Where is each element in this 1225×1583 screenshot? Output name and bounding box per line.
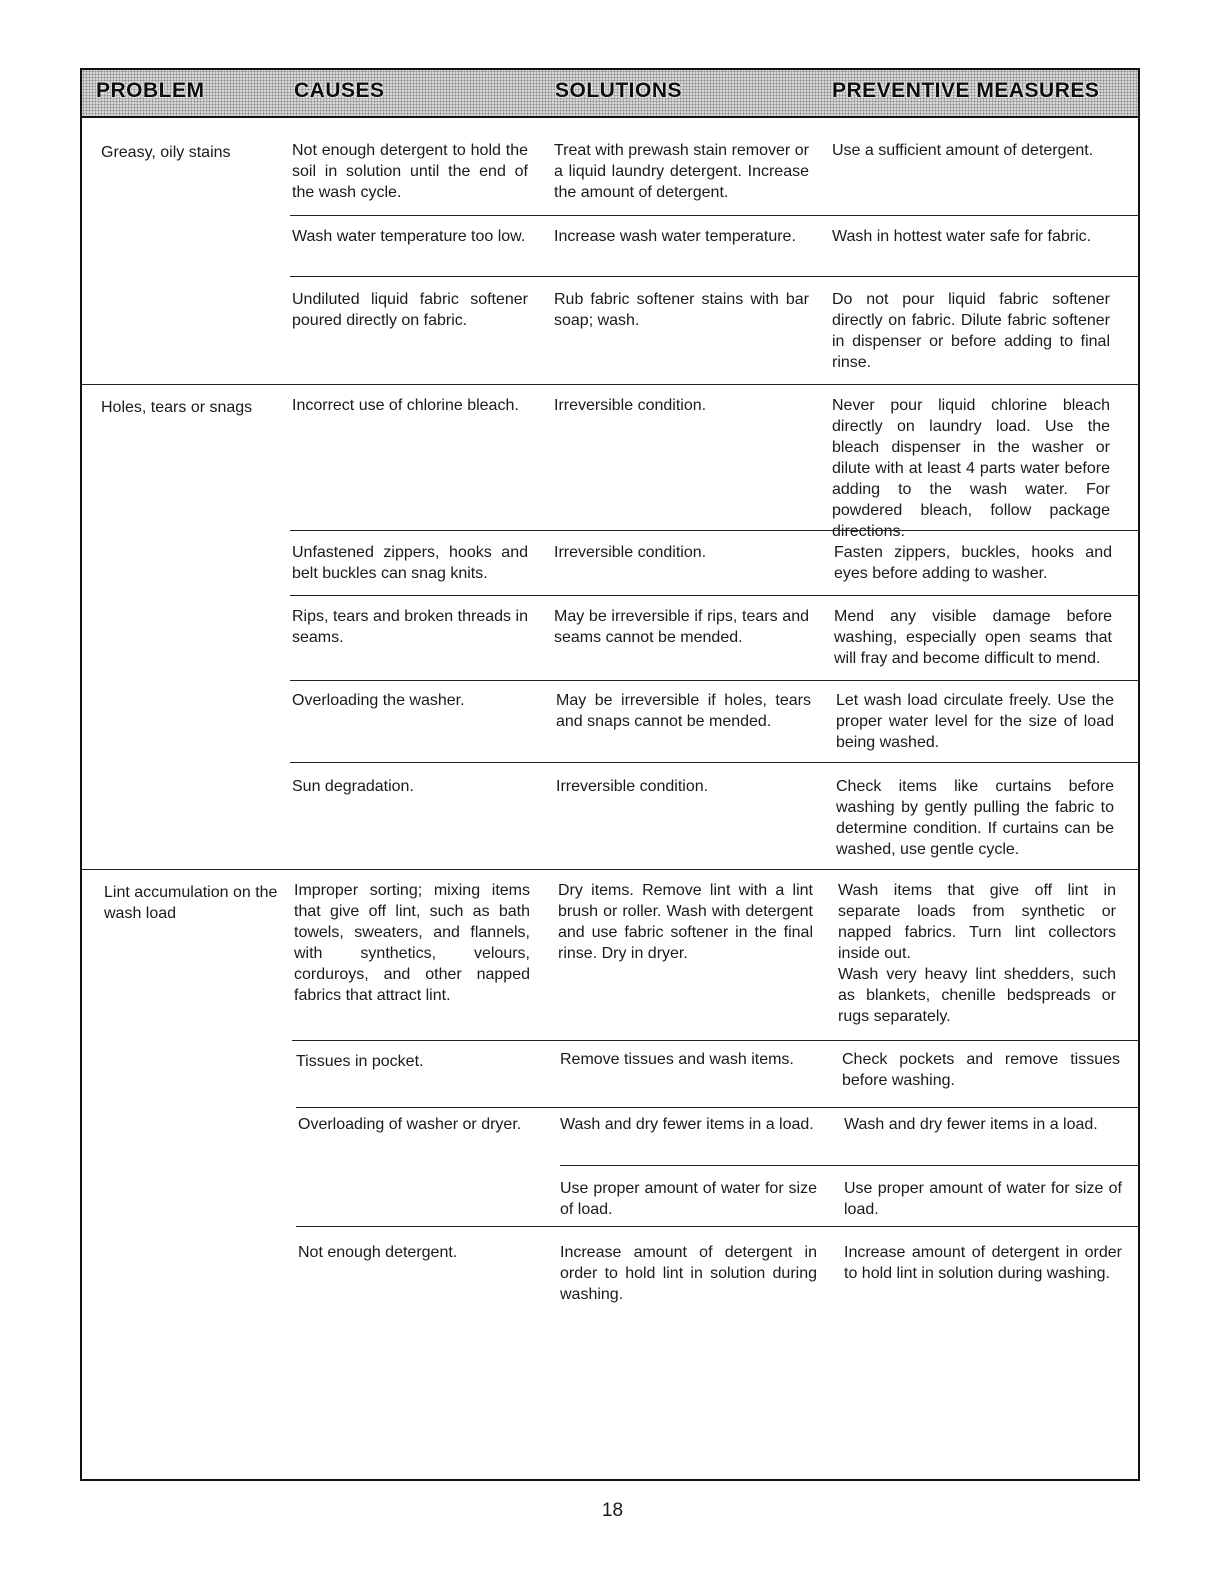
- prevention-cell: Fasten zippers, buckles, hooks and eyes before adding to washer.: [834, 544, 1112, 582]
- prevention-cell: Increase amount of detergent in order to hold lint in solution during washing.: [844, 1244, 1122, 1282]
- prevention-cell: Wash in hottest water safe for fabric.: [832, 228, 1092, 245]
- prevention-cell: Use proper amount of water for size of load.: [844, 1180, 1122, 1218]
- solution-cell: Rub fabric softener stains with bar soap; wash.: [554, 291, 809, 329]
- header-solutions: SOLUTIONS: [555, 79, 683, 102]
- solution-cell: Use proper amount of water for size of load.: [560, 1180, 817, 1218]
- header-problem: PROBLEM: [96, 79, 205, 102]
- prevention-cell: Do not pour liquid fabric softener directly on fabric. Dilute fabric softener in dispenser or before adding to final rinse.: [832, 291, 1110, 371]
- table-header: [82, 70, 1138, 118]
- cause-cell: Overloading the washer.: [292, 692, 465, 709]
- solution-cell: Irreversible condition.: [556, 778, 709, 795]
- solution-cell: Irreversible condition.: [554, 397, 707, 414]
- cause-cell: Tissues in pocket.: [296, 1053, 424, 1070]
- problem-label: Greasy, oily stains: [101, 144, 231, 161]
- row-divider: [290, 680, 1140, 681]
- prevention-cell: Use a sufficient amount of detergent.: [832, 142, 1094, 159]
- cause-cell: Overloading of washer or dryer.: [298, 1116, 522, 1133]
- row-divider: [290, 215, 1140, 216]
- solution-cell: Remove tissues and wash items.: [560, 1051, 794, 1068]
- row-divider: [290, 530, 1140, 531]
- solution-cell: May be irreversible if holes, tears and snaps cannot be mended.: [556, 692, 811, 730]
- troubleshooting-table: [80, 68, 1140, 1481]
- prevention-cell: Wash and dry fewer items in a load.: [844, 1116, 1098, 1133]
- prevention-cell: Never pour liquid chlorine bleach directly on laundry load. Use the bleach dispenser in the washer or dilute with at least 4 parts water before adding to the wash water. For powdered bleach, follow package directions.: [832, 397, 1110, 540]
- solution-cell: Wash and dry fewer items in a load.: [560, 1116, 814, 1133]
- solution-cell: Treat with prewash stain remover or a liquid laundry detergent. Increase the amount of detergent.: [554, 142, 809, 201]
- solution-cell: Increase amount of detergent in order to hold lint in solution during washing.: [560, 1244, 817, 1303]
- page-number: 18: [601, 1500, 624, 1521]
- header-causes: CAUSES: [294, 79, 385, 102]
- prevention-cell: Wash items that give off lint in separate loads from synthetic or napped fabrics. Turn lint collectors inside out.: [838, 882, 1116, 962]
- problem-divider: [82, 869, 1140, 870]
- row-divider: [296, 1107, 1140, 1108]
- row-divider: [290, 595, 1140, 596]
- prevention-cell: Mend any visible damage before washing, especially open seams that will fray and become difficult to mend.: [834, 608, 1112, 667]
- cause-cell: Not enough detergent.: [298, 1244, 458, 1261]
- solution-cell: Dry items. Remove lint with a lint brush or roller. Wash with detergent and use fabric softener in the final rinse. Dry in dryer.: [558, 882, 813, 962]
- problem-divider: [82, 384, 1140, 385]
- row-divider: [290, 762, 1140, 763]
- row-divider: [290, 276, 1140, 277]
- problem-label: Lint accumulation on the wash load: [104, 884, 278, 922]
- prevention-cell: Check pockets and remove tissues before washing.: [842, 1051, 1120, 1089]
- cause-cell: Improper sorting; mixing items that give off lint, such as bath towels, sweaters, and flannels, with synthetics, velours, corduroys, and other napped fabrics that attract lint.: [294, 882, 530, 1004]
- cause-cell: Unfastened zippers, hooks and belt buckles can snag knits.: [292, 544, 528, 582]
- problem-label: Holes, tears or snags: [101, 399, 253, 416]
- cause-cell: Not enough detergent to hold the soil in solution until the end of the wash cycle.: [292, 142, 528, 201]
- row-divider: [560, 1165, 1140, 1166]
- cause-cell: Wash water temperature too low.: [292, 228, 526, 245]
- header-preventive-measures: PREVENTIVE MEASURES: [832, 79, 1100, 102]
- solution-cell: Irreversible condition.: [554, 544, 707, 561]
- cause-cell: Undiluted liquid fabric softener poured directly on fabric.: [292, 291, 528, 329]
- solution-cell: Increase wash water temperature.: [554, 228, 796, 245]
- row-divider: [292, 1040, 1140, 1041]
- cause-cell: Rips, tears and broken threads in seams.: [292, 608, 528, 646]
- cause-cell: Sun degradation.: [292, 778, 414, 795]
- cause-cell: Incorrect use of chlorine bleach.: [292, 397, 519, 414]
- row-divider: [296, 1226, 1140, 1227]
- prevention-cell: Let wash load circulate freely. Use the proper water level for the size of load being washed.: [836, 692, 1114, 751]
- solution-cell: May be irreversible if rips, tears and seams cannot be mended.: [554, 608, 809, 646]
- prevention-cell-extra: Wash very heavy lint shedders, such as blankets, chenille bedspreads or rugs separately.: [838, 966, 1116, 1025]
- prevention-cell: Check items like curtains before washing by gently pulling the fabric to determine condition. If curtains can be washed, use gentle cycle.: [836, 778, 1114, 858]
